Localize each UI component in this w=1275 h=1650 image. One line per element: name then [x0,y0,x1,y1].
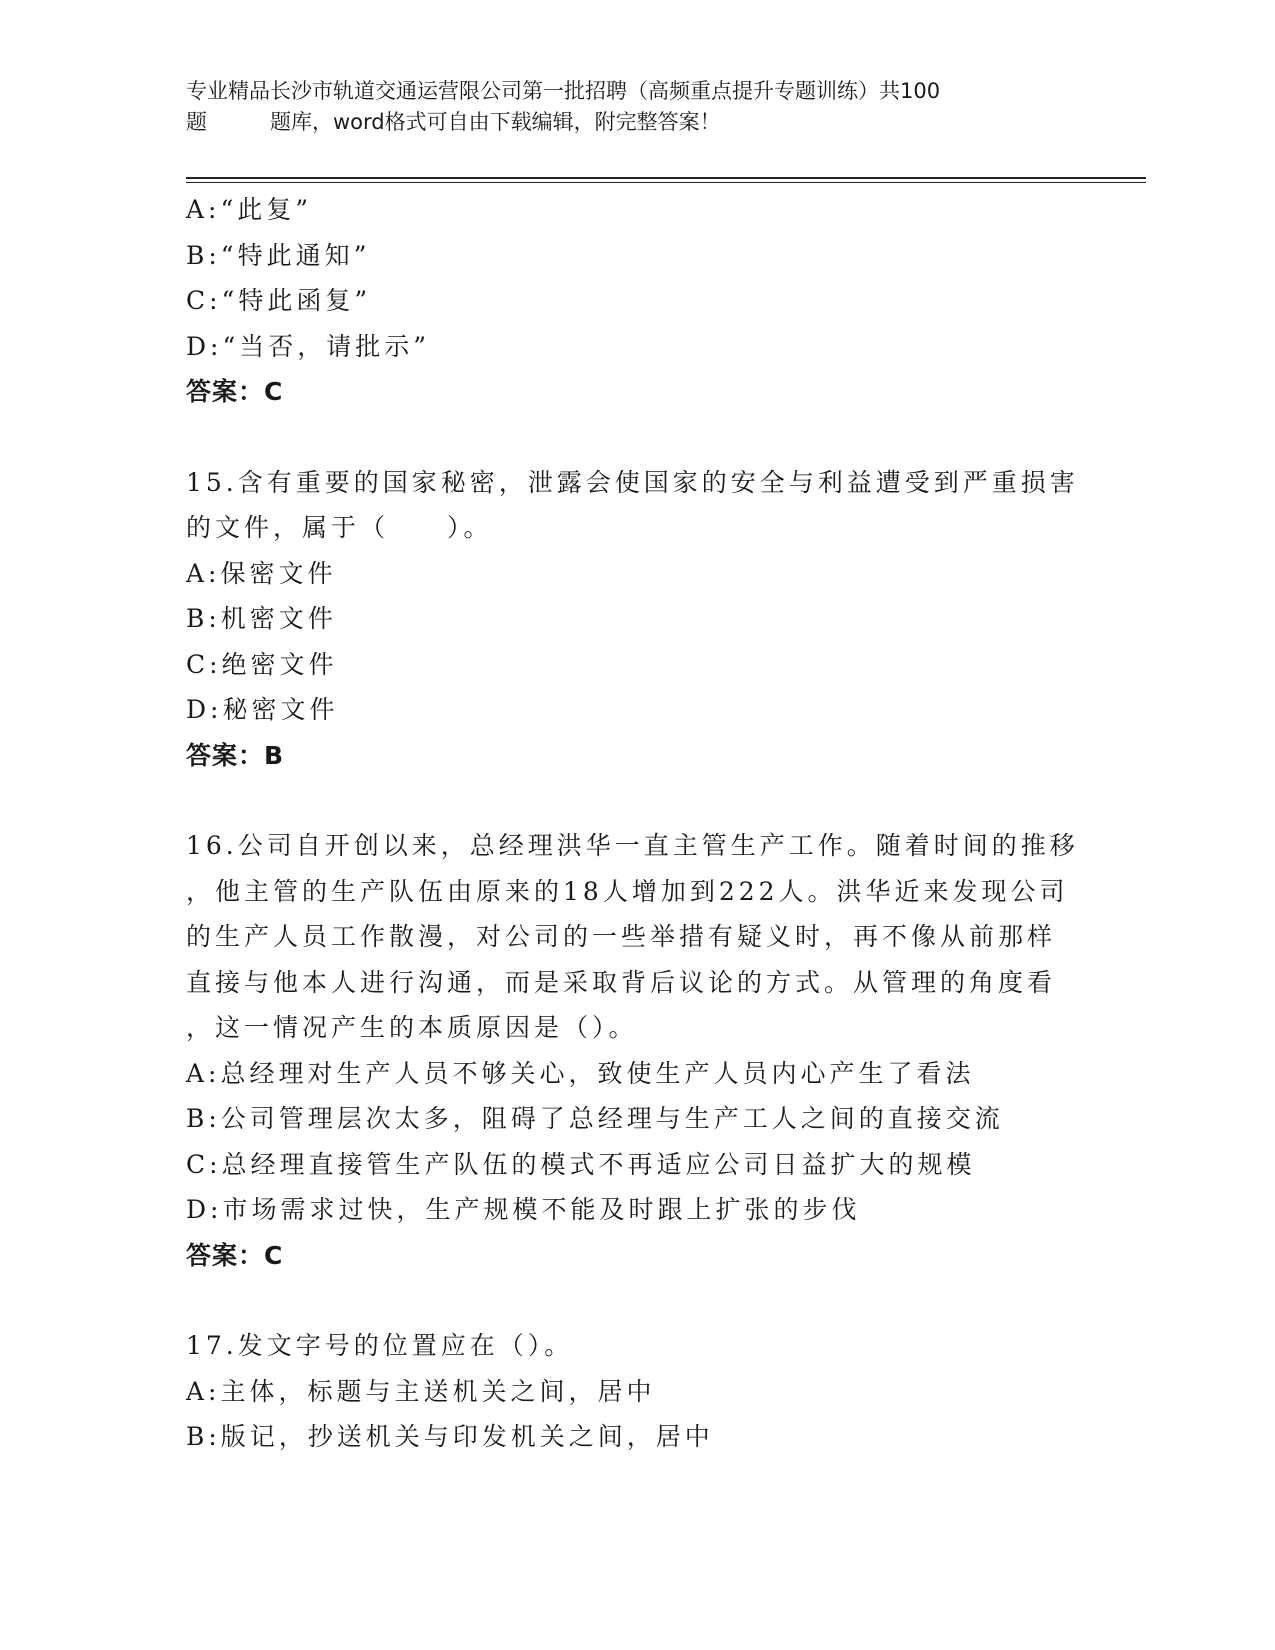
option-d: D:“当否，请批示” [186,331,431,361]
question-stem: 的生产人员工作散漫，对公司的一些举措有疑义时，再不像从前那样 [186,922,1057,951]
question-stem: 17.发文字号的位置应在（）。 [186,1331,574,1360]
option-d: D:秘密文件 [186,695,339,724]
option-a: A:主体，标题与主送机关之间，居中 [186,1376,656,1406]
answer: 答案：C [186,377,284,406]
answer: 答案：B [186,740,285,770]
answer: 答案：C [186,1240,284,1270]
header-rule-thin [186,182,1146,183]
question-16 [186,823,1086,1278]
option-b: B:公司管理层次太多，阻碍了总经理与生产工人之间的直接交流 [186,1104,1004,1133]
header-rule-thick [186,177,1146,179]
question-stem: 16.公司自开创以来，总经理洪华一直主管生产工作。随着时间的推移 [186,831,1079,860]
question-14 [186,187,1086,415]
option-c: C:总经理直接管生产队伍的模式不再适应公司日益扩大的规模 [186,1149,976,1179]
page-header [186,76,1086,138]
option-b: B:“特此通知” [186,240,371,270]
option-a: A:保密文件 [186,558,337,588]
option-c: C:绝密文件 [186,649,338,679]
question-stem: ，这一情况产生的本质原因是（）。 [186,1013,638,1042]
question-stem: 的文件，属于（ ）。 [186,513,493,542]
question-15 [186,460,1086,779]
header-title-line-2: 题 题库，word格式可自由下载编辑，附完整答案！ [186,110,721,134]
option-b: B:版记，抄送机关与印发机关之间，居中 [186,1422,714,1451]
option-d: D:市场需求过快，生产规模不能及时跟上扩张的步伐 [186,1195,861,1224]
question-17 [186,1323,1086,1460]
header-title-line-1: 专业精品长沙市轨道交通运营限公司第一批招聘（高频重点提升专题训练）共100 [186,79,941,103]
option-a: A:总经理对生产人员不够关心，致使生产人员内心产生了看法 [186,1058,975,1088]
question-stem: ，他主管的生产队伍由原来的18人增加到222人。洪华近来发现公司 [186,876,1069,906]
question-stem: 15.含有重要的国家秘密，泄露会使国家的安全与利益遭受到严重损害 [186,467,1079,497]
question-list [186,187,1086,1460]
option-b: B:机密文件 [186,604,337,633]
option-c: C:“特此函复” [186,286,372,315]
question-stem: 直接与他本人进行沟通，而是采取背后议论的方式。从管理的角度看 [186,967,1057,997]
option-a: A:“此复” [186,195,313,224]
